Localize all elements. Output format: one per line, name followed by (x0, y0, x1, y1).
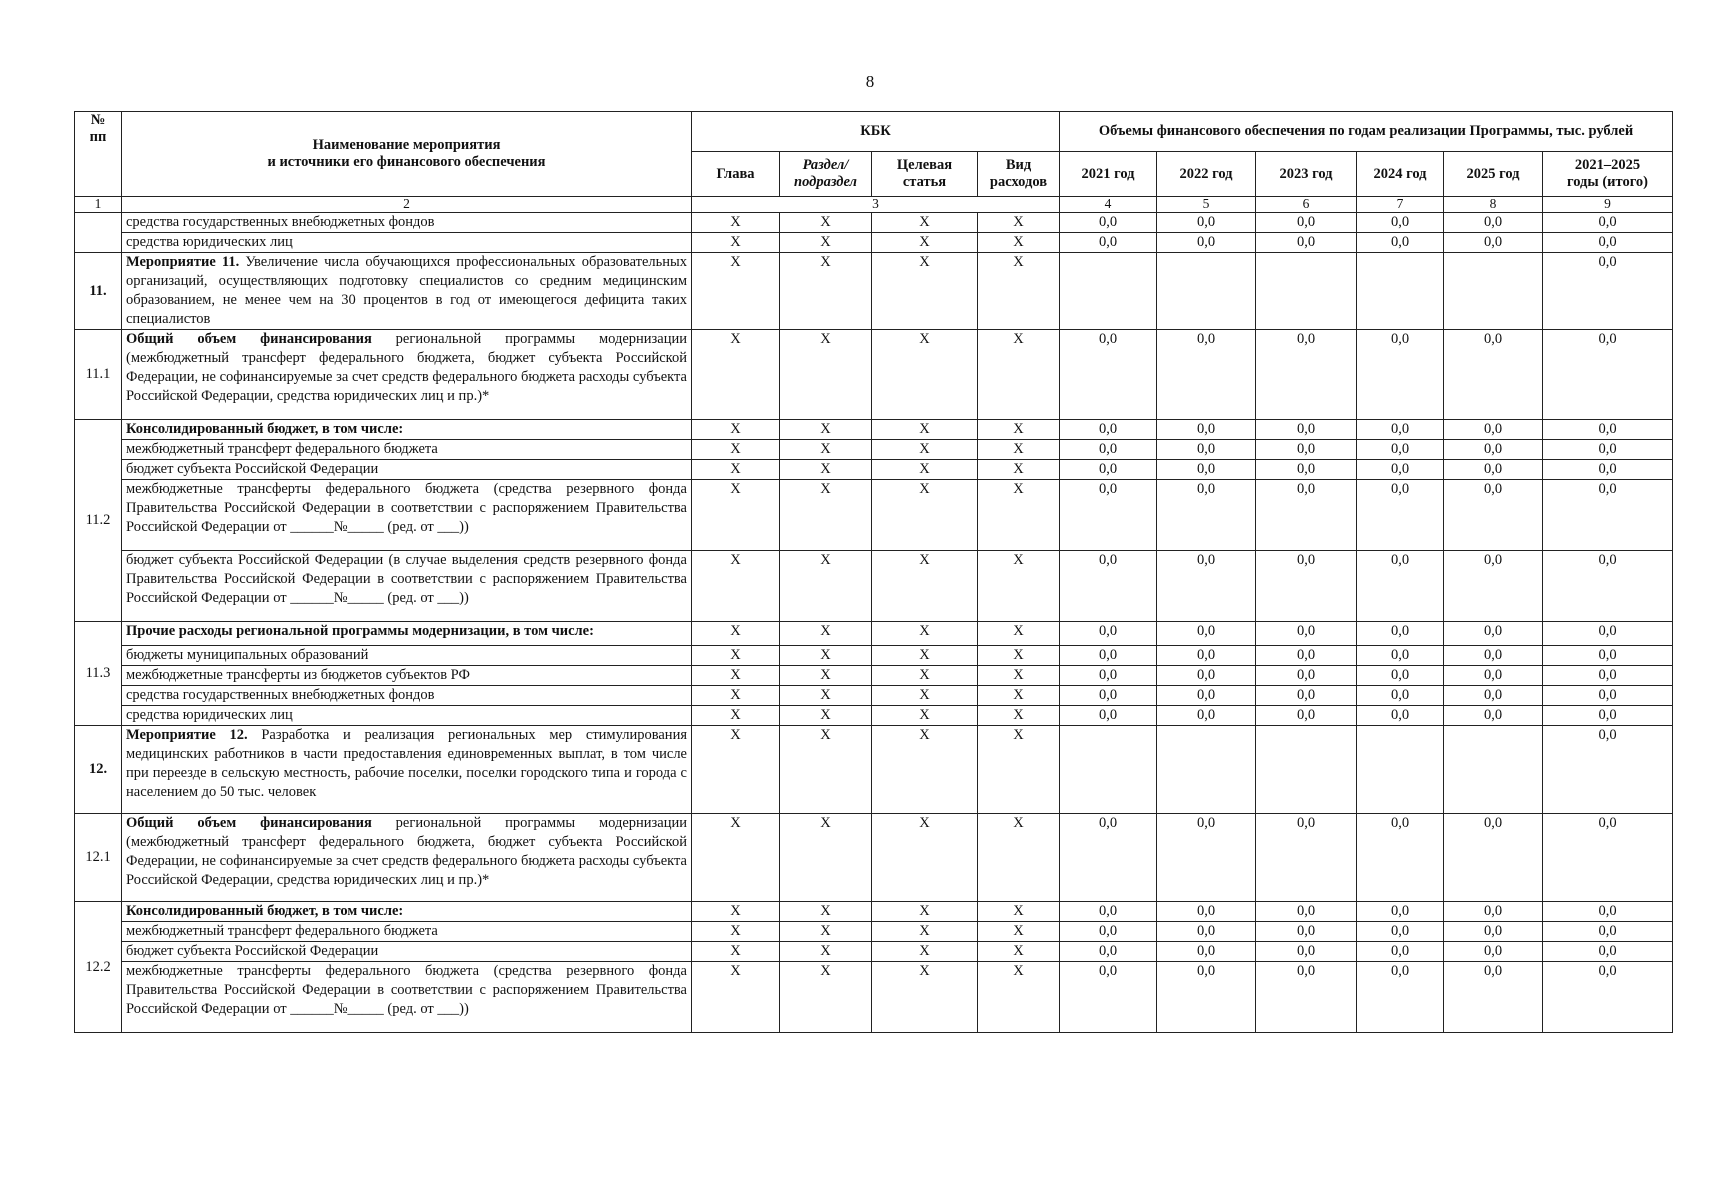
header-kbk-col: Раздел/ подраздел (780, 152, 872, 197)
value-cell: 0,0 (1543, 646, 1673, 666)
page-number: 8 (865, 72, 875, 91)
kbk-x-mark: X (978, 480, 1060, 551)
row-name (122, 962, 692, 1033)
kbk-x-mark: X (978, 330, 1060, 420)
row-text: межбюджетные трансферты федерального бюджета (средства резервного фонда Правительства Российской Федерации в соответствии с распоряжением Правительства Российской Федерации от ______№_____ (ред. от ___)) (126, 481, 687, 535)
row-name (122, 706, 692, 726)
value-cell (1060, 726, 1157, 814)
table-row (75, 686, 1673, 706)
value-cell (1256, 253, 1357, 330)
row-label: Консолидированный бюджет, в том числе: (126, 421, 404, 437)
financing-table (74, 111, 1673, 1033)
table-row (75, 233, 1673, 253)
header-kbk-col: Целевая статья (872, 152, 978, 197)
kbk-x-mark: X (780, 622, 872, 646)
row-name (122, 942, 692, 962)
value-cell: 0,0 (1444, 814, 1543, 902)
value-cell: 0,0 (1543, 686, 1673, 706)
row-text: бюджет субъекта Российской Федерации (126, 461, 379, 477)
kbk-x-mark: X (978, 420, 1060, 440)
row-name (122, 922, 692, 942)
value-cell: 0,0 (1157, 460, 1256, 480)
value-cell: 0,0 (1444, 686, 1543, 706)
kbk-x-mark: X (780, 440, 872, 460)
value-cell: 0,0 (1256, 902, 1357, 922)
row-label: Мероприятие 12. (126, 727, 248, 743)
row-number: 11.3 (75, 622, 122, 726)
row-text: бюджеты муниципальных образований (126, 647, 369, 663)
value-cell: 0,0 (1060, 962, 1157, 1033)
value-cell (1060, 253, 1157, 330)
value-cell: 0,0 (1444, 646, 1543, 666)
kbk-x-mark: X (780, 646, 872, 666)
value-cell: 0,0 (1060, 213, 1157, 233)
value-cell: 0,0 (1444, 622, 1543, 646)
row-text: Увеличение числа обучающихся профессиональных образовательных организаций, осуществляющих подготовку специалистов со средним медицинским образованием, не менее чем на 30 процентов в год от имеющегося дефицита таких специалистов (126, 254, 688, 327)
value-cell: 0,0 (1060, 686, 1157, 706)
value-cell: 0,0 (1256, 330, 1357, 420)
kbk-x-mark: X (780, 942, 872, 962)
row-text: средства юридических лиц (126, 234, 293, 250)
table-row (75, 460, 1673, 480)
row-name (122, 233, 692, 253)
kbk-x-mark: X (780, 686, 872, 706)
row-label: Общий объем финансирования (126, 331, 372, 347)
kbk-x-mark: X (780, 213, 872, 233)
value-cell: 0,0 (1444, 902, 1543, 922)
kbk-x-mark: X (978, 646, 1060, 666)
value-cell: 0,0 (1543, 962, 1673, 1033)
value-cell: 0,0 (1157, 420, 1256, 440)
kbk-x-mark: X (978, 440, 1060, 460)
value-cell: 0,0 (1543, 922, 1673, 942)
row-text: межбюджетный трансферт федерального бюджета (126, 441, 438, 457)
kbk-x-mark: X (872, 622, 978, 646)
row-name (122, 253, 692, 330)
value-cell: 0,0 (1543, 902, 1673, 922)
header-funding: Объемы финансового обеспечения по годам реализации Программы, тыс. рублей (1060, 112, 1673, 152)
kbk-x-mark: X (692, 440, 780, 460)
kbk-x-mark: X (978, 726, 1060, 814)
value-cell: 0,0 (1157, 646, 1256, 666)
value-cell: 0,0 (1444, 962, 1543, 1033)
kbk-x-mark: X (978, 213, 1060, 233)
kbk-x-mark: X (692, 551, 780, 622)
kbk-x-mark: X (692, 253, 780, 330)
header-year: 2021 год (1060, 152, 1157, 197)
kbk-x-mark: X (692, 902, 780, 922)
table-row (75, 962, 1673, 1033)
value-cell: 0,0 (1444, 233, 1543, 253)
value-cell: 0,0 (1357, 480, 1444, 551)
row-number: 12.2 (75, 902, 122, 1033)
value-cell: 0,0 (1060, 622, 1157, 646)
row-name (122, 420, 692, 440)
kbk-x-mark: X (978, 706, 1060, 726)
header-year: 2023 год (1256, 152, 1357, 197)
value-cell: 0,0 (1444, 420, 1543, 440)
value-cell: 0,0 (1543, 460, 1673, 480)
kbk-x-mark: X (692, 233, 780, 253)
value-cell: 0,0 (1357, 420, 1444, 440)
kbk-x-mark: X (780, 666, 872, 686)
value-cell: 0,0 (1157, 330, 1256, 420)
value-cell: 0,0 (1060, 233, 1157, 253)
kbk-x-mark: X (692, 480, 780, 551)
kbk-x-mark: X (692, 330, 780, 420)
row-text: региональной программы модернизации (межбюджетный трансферт федерального бюджета, бюджет субъекта Российской Федерации, не софинансируемые за счет средств федерального бюджета расходы субъекта Российской Федерации, средства юридических лиц и пр.)* (126, 331, 688, 404)
header-kbk: КБК (692, 112, 1060, 152)
kbk-x-mark: X (692, 420, 780, 440)
value-cell: 0,0 (1157, 622, 1256, 646)
value-cell: 0,0 (1444, 551, 1543, 622)
value-cell: 0,0 (1256, 233, 1357, 253)
value-cell: 0,0 (1543, 233, 1673, 253)
kbk-x-mark: X (780, 902, 872, 922)
value-cell: 0,0 (1060, 480, 1157, 551)
header-no: № пп (75, 112, 122, 197)
row-label: Общий объем финансирования (126, 815, 372, 831)
value-cell: 0,0 (1543, 480, 1673, 551)
kbk-x-mark: X (872, 962, 978, 1033)
kbk-x-mark: X (872, 902, 978, 922)
value-cell (1444, 253, 1543, 330)
value-cell: 0,0 (1543, 551, 1673, 622)
value-cell: 0,0 (1444, 213, 1543, 233)
value-cell: 0,0 (1256, 440, 1357, 460)
kbk-x-mark: X (978, 551, 1060, 622)
row-name (122, 622, 692, 646)
row-text: средства государственных внебюджетных фондов (126, 687, 435, 703)
row-label: Консолидированный бюджет, в том числе: (126, 903, 404, 919)
row-name (122, 330, 692, 420)
kbk-x-mark: X (978, 233, 1060, 253)
value-cell: 0,0 (1543, 420, 1673, 440)
value-cell: 0,0 (1444, 440, 1543, 460)
header-year: 2025 год (1444, 152, 1543, 197)
value-cell: 0,0 (1357, 330, 1444, 420)
row-number (75, 213, 122, 253)
value-cell: 0,0 (1060, 420, 1157, 440)
kbk-x-mark: X (872, 253, 978, 330)
kbk-x-mark: X (978, 253, 1060, 330)
value-cell: 0,0 (1543, 330, 1673, 420)
row-label: Прочие расходы региональной программы модернизации, в том числе: (126, 623, 594, 639)
kbk-x-mark: X (780, 922, 872, 942)
value-cell: 0,0 (1444, 942, 1543, 962)
value-cell: 0,0 (1256, 666, 1357, 686)
header-kbk-col: Вид расходов (978, 152, 1060, 197)
value-cell: 0,0 (1060, 646, 1157, 666)
kbk-x-mark: X (780, 706, 872, 726)
table-row (75, 726, 1673, 814)
value-cell: 0,0 (1357, 942, 1444, 962)
row-text: Разработка и реализация региональных мер стимулирования медицинских работников в части предоставления единовременных выплат, в том числе при переезде в сельскую местность, рабочие поселки, поселки городского типа и города с населением до 50 тыс. человек (126, 727, 687, 800)
row-text: бюджет субъекта Российской Федерации (в случае выделения средств резервного фонда Правительства Российской Федерации в соответствии с распоряжением Правительства Российской Федерации от ______№_____ (ред. от ___)) (126, 552, 687, 606)
value-cell: 0,0 (1357, 962, 1444, 1033)
row-text: межбюджетный трансферт федерального бюджета (126, 923, 438, 939)
value-cell: 0,0 (1357, 233, 1444, 253)
kbk-x-mark: X (978, 814, 1060, 902)
value-cell: 0,0 (1256, 622, 1357, 646)
row-number: 12.1 (75, 814, 122, 902)
row-number: 11.2 (75, 420, 122, 622)
row-text: региональной программы модернизации (межбюджетный трансферт федерального бюджета, бюджет субъекта Российской Федерации, не софинансируемые за счет средств федерального бюджета расходы субъекта Российской Федерации, средства юридических лиц и пр.)* (126, 815, 688, 888)
value-cell: 0,0 (1357, 460, 1444, 480)
row-text: бюджет субъекта Российской Федерации (126, 943, 379, 959)
kbk-x-mark: X (872, 726, 978, 814)
kbk-x-mark: X (780, 420, 872, 440)
value-cell: 0,0 (1357, 440, 1444, 460)
value-cell: 0,0 (1060, 330, 1157, 420)
table-row (75, 922, 1673, 942)
value-cell (1157, 726, 1256, 814)
kbk-x-mark: X (872, 814, 978, 902)
column-number: 5 (1157, 197, 1256, 213)
value-cell: 0,0 (1060, 551, 1157, 622)
kbk-x-mark: X (978, 922, 1060, 942)
column-number: 1 (75, 197, 122, 213)
row-text: средства юридических лиц (126, 707, 293, 723)
kbk-x-mark: X (872, 460, 978, 480)
header-kbk-col: Глава (692, 152, 780, 197)
kbk-x-mark: X (978, 666, 1060, 686)
value-cell: 0,0 (1543, 706, 1673, 726)
value-cell: 0,0 (1256, 814, 1357, 902)
kbk-x-mark: X (872, 922, 978, 942)
row-number: 12. (75, 726, 122, 814)
value-cell: 0,0 (1444, 480, 1543, 551)
value-cell: 0,0 (1256, 460, 1357, 480)
value-cell: 0,0 (1357, 646, 1444, 666)
kbk-x-mark: X (872, 420, 978, 440)
kbk-x-mark: X (978, 622, 1060, 646)
row-text: межбюджетные трансферты федерального бюджета (средства резервного фонда Правительства Российской Федерации в соответствии с распоряжением Правительства Российской Федерации от ______№_____ (ред. от ___)) (126, 963, 687, 1017)
table-row (75, 666, 1673, 686)
row-number: 11. (75, 253, 122, 330)
row-name (122, 686, 692, 706)
value-cell: 0,0 (1256, 480, 1357, 551)
value-cell: 0,0 (1357, 706, 1444, 726)
value-cell: 0,0 (1357, 622, 1444, 646)
value-cell: 0,0 (1256, 922, 1357, 942)
value-cell: 0,0 (1256, 686, 1357, 706)
value-cell: 0,0 (1444, 706, 1543, 726)
kbk-x-mark: X (692, 460, 780, 480)
table-row (75, 646, 1673, 666)
row-number: 11.1 (75, 330, 122, 420)
value-cell: 0,0 (1543, 622, 1673, 646)
value-cell: 0,0 (1060, 440, 1157, 460)
table-row (75, 440, 1673, 460)
table-row (75, 706, 1673, 726)
kbk-x-mark: X (692, 942, 780, 962)
value-cell: 0,0 (1543, 440, 1673, 460)
column-number: 4 (1060, 197, 1157, 213)
header-name-line2: и источники его финансового обеспечения (267, 154, 546, 170)
kbk-x-mark: X (872, 646, 978, 666)
kbk-x-mark: X (780, 480, 872, 551)
value-cell: 0,0 (1444, 460, 1543, 480)
row-text: межбюджетные трансферты из бюджетов субъектов РФ (126, 667, 470, 683)
table-row (75, 420, 1673, 440)
value-cell: 0,0 (1157, 706, 1256, 726)
value-cell: 0,0 (1060, 814, 1157, 902)
row-name (122, 460, 692, 480)
kbk-x-mark: X (780, 962, 872, 1033)
value-cell: 0,0 (1256, 646, 1357, 666)
kbk-x-mark: X (692, 706, 780, 726)
kbk-x-mark: X (780, 460, 872, 480)
value-cell: 0,0 (1357, 814, 1444, 902)
value-cell: 0,0 (1256, 420, 1357, 440)
value-cell: 0,0 (1444, 666, 1543, 686)
table-row (75, 902, 1673, 922)
kbk-x-mark: X (872, 233, 978, 253)
row-name (122, 646, 692, 666)
value-cell: 0,0 (1060, 666, 1157, 686)
row-name (122, 440, 692, 460)
kbk-x-mark: X (872, 440, 978, 460)
row-name (122, 213, 692, 233)
kbk-x-mark: X (692, 814, 780, 902)
header-year: 2024 год (1357, 152, 1444, 197)
kbk-x-mark: X (692, 646, 780, 666)
table-row (75, 551, 1673, 622)
kbk-x-mark: X (692, 622, 780, 646)
value-cell: 0,0 (1256, 942, 1357, 962)
value-cell: 0,0 (1543, 726, 1673, 814)
kbk-x-mark: X (692, 922, 780, 942)
kbk-x-mark: X (780, 233, 872, 253)
kbk-x-mark: X (872, 686, 978, 706)
column-number: 3 (692, 197, 1060, 213)
value-cell (1357, 253, 1444, 330)
row-name (122, 726, 692, 814)
kbk-x-mark: X (692, 686, 780, 706)
value-cell: 0,0 (1256, 706, 1357, 726)
value-cell: 0,0 (1357, 213, 1444, 233)
kbk-x-mark: X (692, 962, 780, 1033)
kbk-x-mark: X (978, 942, 1060, 962)
value-cell: 0,0 (1444, 330, 1543, 420)
kbk-x-mark: X (780, 330, 872, 420)
value-cell: 0,0 (1157, 922, 1256, 942)
value-cell: 0,0 (1543, 814, 1673, 902)
value-cell: 0,0 (1157, 902, 1256, 922)
value-cell: 0,0 (1543, 666, 1673, 686)
value-cell: 0,0 (1157, 440, 1256, 460)
kbk-x-mark: X (780, 551, 872, 622)
value-cell: 0,0 (1357, 922, 1444, 942)
row-name (122, 480, 692, 551)
kbk-x-mark: X (780, 814, 872, 902)
column-number: 8 (1444, 197, 1543, 213)
table-row (75, 330, 1673, 420)
header-year: 2022 год (1157, 152, 1256, 197)
value-cell: 0,0 (1060, 706, 1157, 726)
kbk-x-mark: X (872, 330, 978, 420)
table-row (75, 814, 1673, 902)
value-cell: 0,0 (1157, 814, 1256, 902)
value-cell: 0,0 (1256, 962, 1357, 1033)
value-cell: 0,0 (1060, 460, 1157, 480)
row-name (122, 902, 692, 922)
kbk-x-mark: X (978, 962, 1060, 1033)
value-cell: 0,0 (1060, 902, 1157, 922)
value-cell: 0,0 (1157, 686, 1256, 706)
table-row (75, 253, 1673, 330)
value-cell: 0,0 (1256, 213, 1357, 233)
value-cell: 0,0 (1060, 922, 1157, 942)
value-cell: 0,0 (1543, 942, 1673, 962)
table-row (75, 480, 1673, 551)
table-row (75, 942, 1673, 962)
row-name (122, 814, 692, 902)
row-name (122, 551, 692, 622)
table-row (75, 213, 1673, 233)
row-label: Мероприятие 11. (126, 254, 240, 270)
column-number: 9 (1543, 197, 1673, 213)
kbk-x-mark: X (872, 213, 978, 233)
kbk-x-mark: X (692, 213, 780, 233)
kbk-x-mark: X (872, 666, 978, 686)
row-name (122, 666, 692, 686)
value-cell (1357, 726, 1444, 814)
value-cell: 0,0 (1357, 902, 1444, 922)
column-number: 2 (122, 197, 692, 213)
value-cell: 0,0 (1357, 551, 1444, 622)
row-text: средства государственных внебюджетных фондов (126, 214, 435, 230)
value-cell: 0,0 (1157, 962, 1256, 1033)
value-cell (1157, 253, 1256, 330)
kbk-x-mark: X (872, 551, 978, 622)
value-cell: 0,0 (1157, 213, 1256, 233)
kbk-x-mark: X (692, 726, 780, 814)
kbk-x-mark: X (978, 460, 1060, 480)
kbk-x-mark: X (692, 666, 780, 686)
kbk-x-mark: X (780, 726, 872, 814)
kbk-x-mark: X (872, 942, 978, 962)
value-cell: 0,0 (1157, 551, 1256, 622)
value-cell: 0,0 (1157, 480, 1256, 551)
value-cell: 0,0 (1060, 942, 1157, 962)
kbk-x-mark: X (872, 480, 978, 551)
table-row (75, 622, 1673, 646)
value-cell: 0,0 (1444, 922, 1543, 942)
value-cell: 0,0 (1543, 213, 1673, 233)
header-name (122, 112, 692, 197)
value-cell (1256, 726, 1357, 814)
value-cell: 0,0 (1256, 551, 1357, 622)
value-cell: 0,0 (1157, 666, 1256, 686)
header-name-line1: Наименование мероприятия (312, 137, 501, 153)
column-number: 7 (1357, 197, 1444, 213)
header-year: 2021–2025 годы (итого) (1543, 152, 1673, 197)
kbk-x-mark: X (978, 902, 1060, 922)
value-cell: 0,0 (1357, 686, 1444, 706)
value-cell: 0,0 (1543, 253, 1673, 330)
kbk-x-mark: X (978, 686, 1060, 706)
column-number: 6 (1256, 197, 1357, 213)
value-cell: 0,0 (1157, 942, 1256, 962)
value-cell: 0,0 (1157, 233, 1256, 253)
kbk-x-mark: X (872, 706, 978, 726)
value-cell (1444, 726, 1543, 814)
kbk-x-mark: X (780, 253, 872, 330)
value-cell: 0,0 (1357, 666, 1444, 686)
